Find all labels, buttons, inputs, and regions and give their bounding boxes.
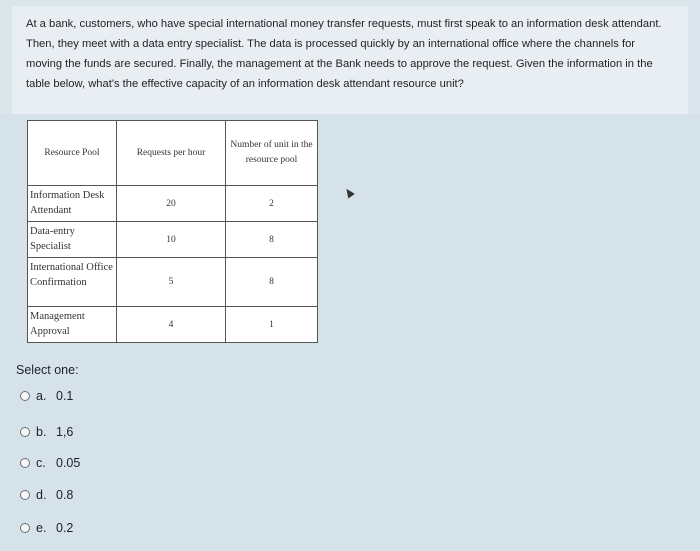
option-letter: a. [36, 389, 47, 403]
answer-option-a[interactable] [20, 389, 73, 403]
option-value: 0.2 [56, 521, 74, 535]
option-letter: c. [36, 456, 46, 470]
units-value: 2 [226, 186, 318, 222]
table-header-row [28, 121, 318, 186]
table-row [28, 186, 318, 222]
option-value: 0.8 [56, 488, 74, 502]
pool-name: International Office Confirmation [28, 258, 117, 307]
option-value: 0.05 [56, 456, 81, 470]
pool-name: Management Approval [28, 307, 117, 343]
requests-value: 10 [117, 222, 226, 258]
units-value: 1 [226, 307, 318, 343]
table-row [28, 222, 318, 258]
answer-option-e[interactable] [20, 521, 73, 535]
answer-option-d[interactable] [20, 488, 73, 502]
header-units: Number of unit in the resource pool [226, 121, 318, 186]
pool-name: Information Desk Attendant [28, 186, 117, 222]
pool-name: Data-entry Specialist [28, 222, 117, 258]
header-requests-per-hour: Requests per hour [117, 121, 226, 186]
option-letter: e. [36, 521, 47, 535]
units-value: 8 [226, 222, 318, 258]
option-value: 0.1 [56, 389, 74, 403]
question-text: At a bank, customers, who have special international money transfer requests, must first speak to an information desk attendant. Then, they meet with a data entry specialist. The data is processed quickly by an international office where the channels for moving the funds are secured. Finally, the management at the Bank needs to approve the request. Given the information in the table below, what's the effective capacity of an information desk attendant resource unit? [26, 18, 662, 90]
select-one-label: Select one: [16, 363, 79, 377]
radio-button-icon[interactable] [20, 458, 30, 468]
radio-button-icon[interactable] [20, 391, 30, 401]
resource-table [27, 120, 318, 343]
requests-value: 5 [117, 258, 226, 307]
radio-button-icon[interactable] [20, 490, 30, 500]
requests-value: 4 [117, 307, 226, 343]
answer-option-c[interactable] [20, 456, 80, 470]
option-value: 1,6 [56, 425, 74, 439]
requests-value: 20 [117, 186, 226, 222]
question-panel [12, 6, 688, 114]
header-resource-pool: Resource Pool [28, 121, 117, 186]
answer-option-b[interactable] [20, 425, 73, 439]
table-row [28, 307, 318, 343]
radio-button-icon[interactable] [20, 427, 30, 437]
table-row [28, 258, 318, 307]
option-letter: b. [36, 425, 47, 439]
radio-button-icon[interactable] [20, 523, 30, 533]
units-value: 8 [226, 258, 318, 307]
option-letter: d. [36, 488, 47, 502]
